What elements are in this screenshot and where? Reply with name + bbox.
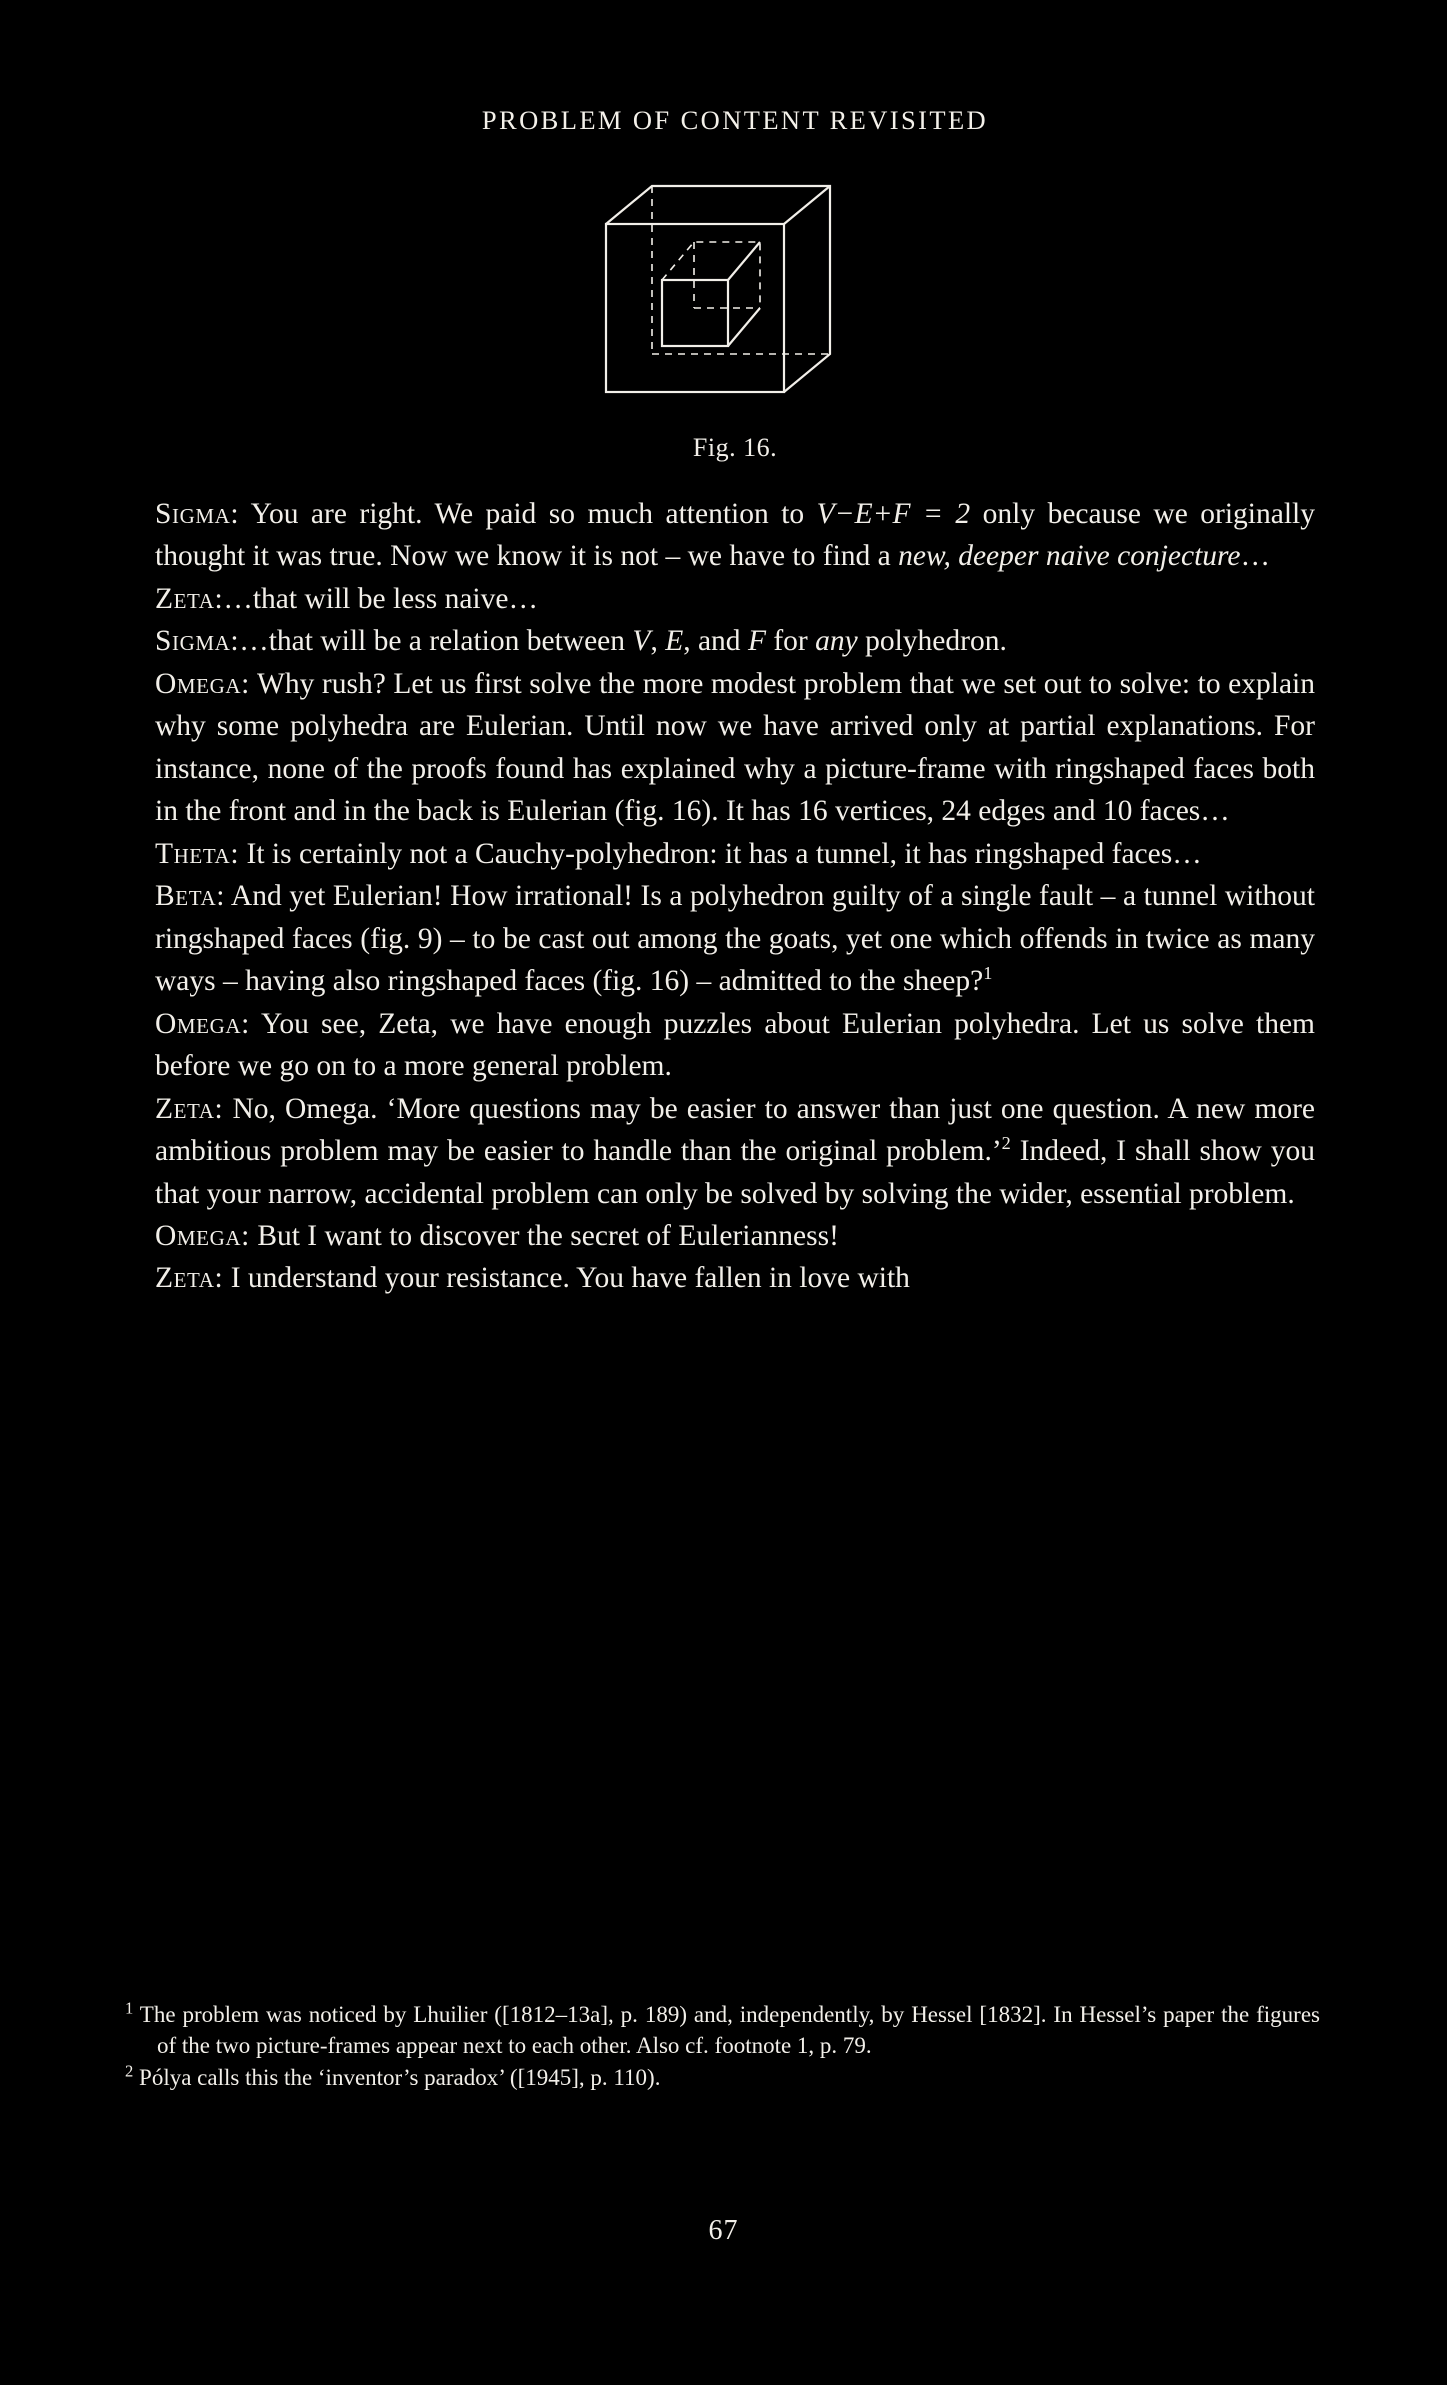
figure-container (155, 176, 1315, 421)
line-text: But I want to discover the secret of Eulerianness! (249, 1219, 839, 1252)
speaker-label: Omega: (155, 1007, 250, 1040)
speaker-label: Sigma: (155, 625, 240, 658)
footnote-marker: 1 (125, 1998, 134, 2018)
line-text: Why rush? Let us first solve the more modest problem that we set out to solve: to explain why some polyhedra are Eulerian. Until now we have arrived only at partial explanations. For instance, none of the proofs found has explained why a picture-frame with ringshaped faces both in the front and in the back is Eulerian (fig. 16). It has 16 vertices, 24 edges and 10 faces… (155, 667, 1315, 828)
footnote-item (125, 2000, 1320, 2061)
footnotes (125, 2000, 1320, 2096)
symbol-f: F (747, 625, 766, 658)
page-number: 67 (708, 2215, 739, 2246)
dialogue-line-theta-1 (155, 833, 1315, 875)
line-text-end: … (1240, 540, 1271, 573)
speaker-label: Zeta: (155, 582, 224, 615)
line-text: You see, Zeta, we have enough puzzles about Eulerian polyhedra. Let us solve them before we go on to a more general problem. (155, 1007, 1315, 1083)
speaker-label: Zeta: (155, 1262, 224, 1295)
footnote-marker: 2 (125, 2061, 134, 2081)
line-text: …that will be a relation between (239, 625, 633, 658)
speaker-label: Zeta: (155, 1092, 224, 1125)
symbol-e: E (665, 625, 684, 658)
emphasis: new, deeper naive conjecture (898, 540, 1241, 573)
symbol-v: V (632, 625, 651, 658)
footnote-ref-2[interactable]: 2 (1001, 1133, 1011, 1154)
line-text-a: , (650, 625, 666, 658)
line-text-c: for (765, 625, 816, 658)
speaker-label: Theta: (155, 837, 240, 870)
line-text: I understand your resistance. You have fallen in love with (223, 1262, 910, 1295)
line-text-d: polyhedron. (857, 625, 1007, 658)
dialogue-line-beta-1 (155, 875, 1315, 1002)
footnote-item (125, 2063, 1320, 2094)
speaker-label: Omega: (155, 667, 250, 700)
speaker-label: Omega: (155, 1219, 250, 1252)
dialogue-line-zeta-1 (155, 578, 1315, 620)
line-text: …that will be less naive… (223, 582, 538, 615)
dialogue-line-zeta-3 (155, 1257, 1315, 1299)
line-text-b: , and (683, 625, 748, 658)
running-head: PROBLEM OF CONTENT REVISITED (481, 105, 989, 135)
formula: V−E+F = 2 (816, 498, 971, 530)
dialogue-body (155, 493, 1315, 1300)
speaker-label: Beta: (155, 880, 226, 913)
dialogue-line-omega-2 (155, 1003, 1315, 1088)
dialogue-line-omega-1 (155, 663, 1315, 833)
speaker-label: Sigma: (155, 498, 240, 530)
footnote-text: The problem was noticed by Lhuilier ([1812–13a], p. 189) and, independently, by Hessel [1832]. In Hessel’s paper the figures of the two picture-frames appear next to each other. Also cf. footnote 1, p. 79. (139, 2002, 1320, 2058)
page-content (155, 0, 1315, 1300)
picture-frame-polyhedron-diagram (590, 176, 880, 421)
dialogue-line-omega-3 (155, 1215, 1315, 1257)
footnote-text: Pólya calls this the ‘inventor’s paradox’ ([1945], p. 110). (139, 2065, 661, 2091)
dialogue-line-sigma-1 (155, 493, 1315, 578)
line-text-cont: only because we originally thought it was true. Now we know it is not – we have to find a (155, 498, 1315, 573)
line-text: You are right. We paid so much attention to (239, 498, 817, 530)
dialogue-line-zeta-2 (155, 1088, 1315, 1215)
line-text: It is certainly not a Cauchy-polyhedron: it has a tunnel, it has ringshaped faces… (239, 837, 1202, 870)
dialogue-line-sigma-2 (155, 620, 1315, 662)
line-text: And yet Eulerian! How irrational! Is a polyhedron guilty of a single fault – a tunnel without ringshaped faces (fig. 9) – to be cast out among the goats, yet one which offends in twice as many ways – having also ringshaped faces (fig. 16) – admitted to the sheep? (155, 880, 1315, 998)
emphasis-any: any (815, 625, 858, 658)
line-text: No, Omega. ‘More questions may be easier to answer than just one question. A new more ambitious problem may be easier to handle than the original problem.’ (155, 1092, 1315, 1168)
footnote-ref-1[interactable]: 1 (983, 963, 993, 984)
line-text-cont: Indeed, I shall show you that your narrow, accidental problem can only be solved by solving the wider, essential problem. (155, 1135, 1315, 1210)
figure-caption: Fig. 16. (692, 433, 778, 462)
